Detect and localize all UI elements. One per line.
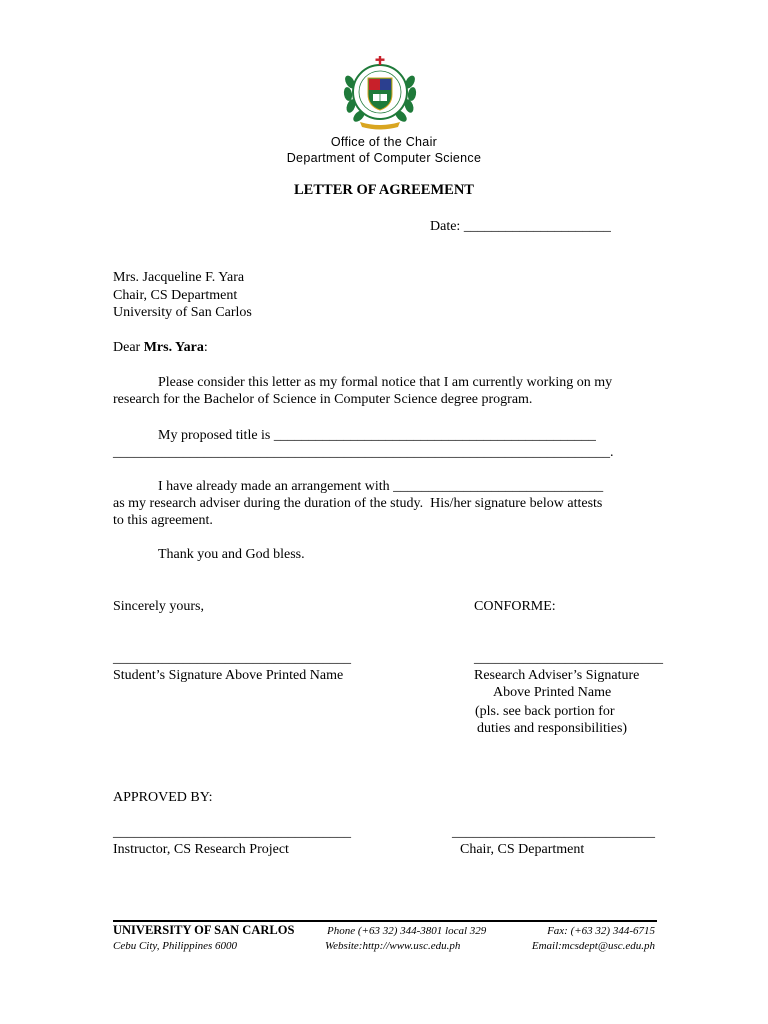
office-heading: Office of the Chair: [330, 135, 438, 149]
footer-email: Email:mcsdept@usc.edu.ph: [531, 940, 655, 952]
proposed-title-line: My proposed title is ______________________________________________: [158, 428, 596, 443]
salutation-name: Mrs. Yara: [143, 340, 204, 355]
recipient-institution: University of San Carlos: [113, 305, 252, 320]
salutation-prefix: Dear: [113, 340, 144, 355]
approved-by-label: APPROVED BY:: [113, 790, 213, 805]
student-signature-line: __________________________________: [113, 651, 351, 666]
recipient-name: Mrs. Jacqueline F. Yara: [113, 270, 245, 285]
date-line: Date: _____________________: [430, 219, 611, 234]
footer-phone: Phone (+63 32) 344-3801 local 329: [327, 925, 487, 937]
recipient-position: Chair, CS Department: [113, 288, 238, 303]
footer-fax: Fax: (+63 32) 344-6715: [547, 925, 655, 937]
department-heading: Department of Computer Science: [286, 151, 482, 165]
paragraph-3-line-3: to this agreement.: [113, 513, 213, 528]
sincerely-label: Sincerely yours,: [113, 599, 204, 614]
university-seal-logo: [340, 52, 420, 132]
chair-signature-line: _____________________________: [452, 825, 655, 840]
adviser-note-line-2: duties and responsibilities): [477, 721, 628, 736]
paragraph-1-line-1: Please consider this letter as my formal notice that I am currently working on my: [158, 375, 613, 390]
adviser-note-line-1: (pls. see back portion for: [475, 704, 615, 719]
adviser-signature-line: ___________________________: [474, 651, 663, 666]
salutation: [113, 339, 208, 356]
adviser-signature-label: Research Adviser’s Signature: [474, 668, 640, 683]
paragraph-3-line-2: as my research adviser during the duration of the study. His/her signature below attests: [113, 496, 603, 511]
adviser-signature-label-2: Above Printed Name: [493, 685, 612, 700]
paragraph-1-line-2: research for the Bachelor of Science in Computer Science degree program.: [113, 392, 533, 407]
instructor-signature-line: __________________________________: [113, 825, 351, 840]
paragraph-3-line-1: I have already made an arrangement with ______________________________: [158, 479, 604, 494]
instructor-label: Instructor, CS Research Project: [113, 842, 289, 857]
student-signature-label: Student’s Signature Above Printed Name: [113, 668, 344, 683]
footer-university: UNIVERSITY OF SAN CARLOS: [113, 923, 295, 937]
conforme-label: CONFORME:: [474, 599, 556, 614]
chair-label: Chair, CS Department: [460, 842, 585, 857]
proposed-title-line-2: _______________________________________________________________________.: [113, 445, 614, 460]
salutation-suffix: :: [203, 340, 208, 355]
footer-website: Website:http://www.usc.edu.ph: [325, 940, 461, 952]
letter-title: LETTER OF AGREEMENT: [294, 182, 474, 198]
footer-city: Cebu City, Philippines 6000: [113, 940, 238, 952]
closing-thanks: Thank you and God bless.: [158, 547, 305, 562]
